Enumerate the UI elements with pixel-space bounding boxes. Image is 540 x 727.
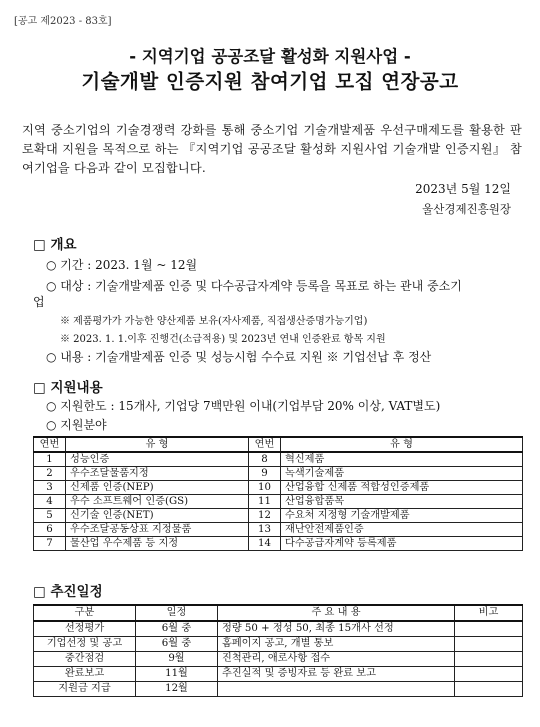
table-cell: 7: [34, 537, 66, 551]
table-cell: 재난안전제품인증: [281, 523, 523, 537]
table-cell: [455, 652, 523, 667]
table-row: [34, 667, 523, 682]
overview-target: ○ 대상 : 기술개발제품 인증 및 다수공급자계약 등록을 목표로 하는 관내 중소기: [46, 279, 462, 293]
table-cell: 1: [34, 452, 66, 467]
table-cell: 13: [249, 523, 281, 537]
section-heading-schedule: □ 추진일정: [33, 584, 103, 600]
table-cell: [218, 682, 455, 697]
table-cell: 지원금 지급: [34, 682, 136, 697]
issuer-name: 울산경제진흥원장: [422, 202, 511, 216]
table-cell: 물산업 우수제품 등 지정: [66, 537, 249, 551]
column-header: 연번: [249, 437, 281, 452]
column-header: 비고: [455, 605, 523, 621]
table-cell: 9: [249, 467, 281, 481]
section-heading-support: □ 지원내용: [33, 380, 103, 396]
table-cell: 8: [249, 452, 281, 467]
table-cell: [455, 667, 523, 682]
support-field: ○ 지원분야: [46, 418, 107, 432]
table-row: [34, 652, 523, 667]
table-cell: 추진실적 및 증빙자료 등 완료 보고: [218, 667, 455, 682]
support-limit: ○ 지원한도 : 15개사, 기업당 7백만원 이내(기업부담 20% 이상, VAT별도): [46, 399, 441, 413]
table-cell: 홈페이지 공고, 개별 통보: [218, 637, 455, 652]
table-row: [34, 523, 523, 537]
table-cell: 선정평가: [34, 621, 136, 637]
table-cell: 수요처 지정형 기술개발제품: [281, 509, 523, 523]
schedule-table: [33, 604, 523, 697]
table-cell: 우수조달공동상표 지정물품: [66, 523, 249, 537]
table-row: [34, 621, 523, 637]
overview-period: ○ 기간 : 2023. 1월 ~ 12월: [46, 258, 198, 272]
document-title: 기술개발 인증지원 참여기업 모집 연장공고: [81, 70, 459, 93]
table-cell: 6월 중: [136, 621, 218, 637]
document-subtitle: - 지역기업 공공조달 활성화 지원사업 -: [129, 47, 411, 66]
table-cell: 2: [34, 467, 66, 481]
table-header-row: [34, 437, 523, 452]
table-cell: 신기술 인증(NET): [66, 509, 249, 523]
table-row: [34, 682, 523, 697]
table-cell: 11: [249, 495, 281, 509]
table-cell: 6월 중: [136, 637, 218, 652]
overview-target-cont: 업: [33, 295, 45, 309]
overview-note-2: ※ 2023. 1. 1.이후 진행건(소급적용) 및 2023년 연내 인증완료 항목 지원: [60, 334, 386, 345]
table-cell: 혁신제품: [281, 452, 523, 467]
table-cell: 4: [34, 495, 66, 509]
table-row: [34, 467, 523, 481]
table-cell: 우수 소프트웨어 인증(GS): [66, 495, 249, 509]
column-header: 유 형: [66, 437, 249, 452]
table-cell: 정량 50 + 정성 50, 최종 15개사 선정: [218, 621, 455, 637]
table-cell: 산업융합 신제품 적합성인증제품: [281, 481, 523, 495]
overview-content: ○ 내용 : 기술개발제품 인증 및 성능시험 수수료 지원 ※ 기업선납 후 정산: [46, 350, 432, 364]
table-cell: 진척관리, 애로사항 접수: [218, 652, 455, 667]
table-row: [34, 481, 523, 495]
intro-paragraph: 지역 중소기업의 기술경쟁력 강화를 통해 중소기업 기술개발제품 우선구매제도를 활용한 판로확대 지원을 목적으로 하는 『지역기업 공공조달 활성화 지원사업 기술개발 인증지원』 참여기업을 다음과 같이 모집합니다.: [22, 123, 522, 175]
column-header: 유 형: [281, 437, 523, 452]
table-cell: 성능인증: [66, 452, 249, 467]
table-cell: 12월: [136, 682, 218, 697]
table-cell: 11월: [136, 667, 218, 682]
column-header: 구분: [34, 605, 136, 621]
table-cell: 신제품 인증(NEP): [66, 481, 249, 495]
notice-number: [공고 제2023 - 83호]: [14, 16, 112, 27]
table-row: [34, 537, 523, 551]
table-cell: 5: [34, 509, 66, 523]
table-cell: 9월: [136, 652, 218, 667]
table-cell: 산업융합품목: [281, 495, 523, 509]
column-header: 주 요 내 용: [218, 605, 455, 621]
table-cell: 10: [249, 481, 281, 495]
table-header-row: [34, 605, 523, 621]
table-cell: [455, 621, 523, 637]
table-cell: [455, 682, 523, 697]
table-cell: 완료보고: [34, 667, 136, 682]
table-cell: 녹색기술제품: [281, 467, 523, 481]
table-cell: 다수공급자계약 등록제품: [281, 537, 523, 551]
table-cell: 우수조달물품지정: [66, 467, 249, 481]
overview-note-1: ※ 제품평가가 가능한 양산제품 보유(자사제품, 직접생산증명가능기업): [60, 316, 368, 327]
column-header: 일정: [136, 605, 218, 621]
table-row: [34, 495, 523, 509]
table-row: [34, 452, 523, 467]
table-cell: [455, 637, 523, 652]
table-row: [34, 509, 523, 523]
table-cell: 중간점검: [34, 652, 136, 667]
table-cell: 6: [34, 523, 66, 537]
support-types-table: [33, 436, 523, 551]
section-heading-overview: □ 개요: [33, 237, 77, 253]
table-cell: 3: [34, 481, 66, 495]
table-row: [34, 637, 523, 652]
table-cell: 14: [249, 537, 281, 551]
announcement-date: 2023년 5월 12일: [415, 182, 511, 196]
column-header: 연번: [34, 437, 66, 452]
table-cell: 기업선정 및 공고: [34, 637, 136, 652]
table-cell: 12: [249, 509, 281, 523]
